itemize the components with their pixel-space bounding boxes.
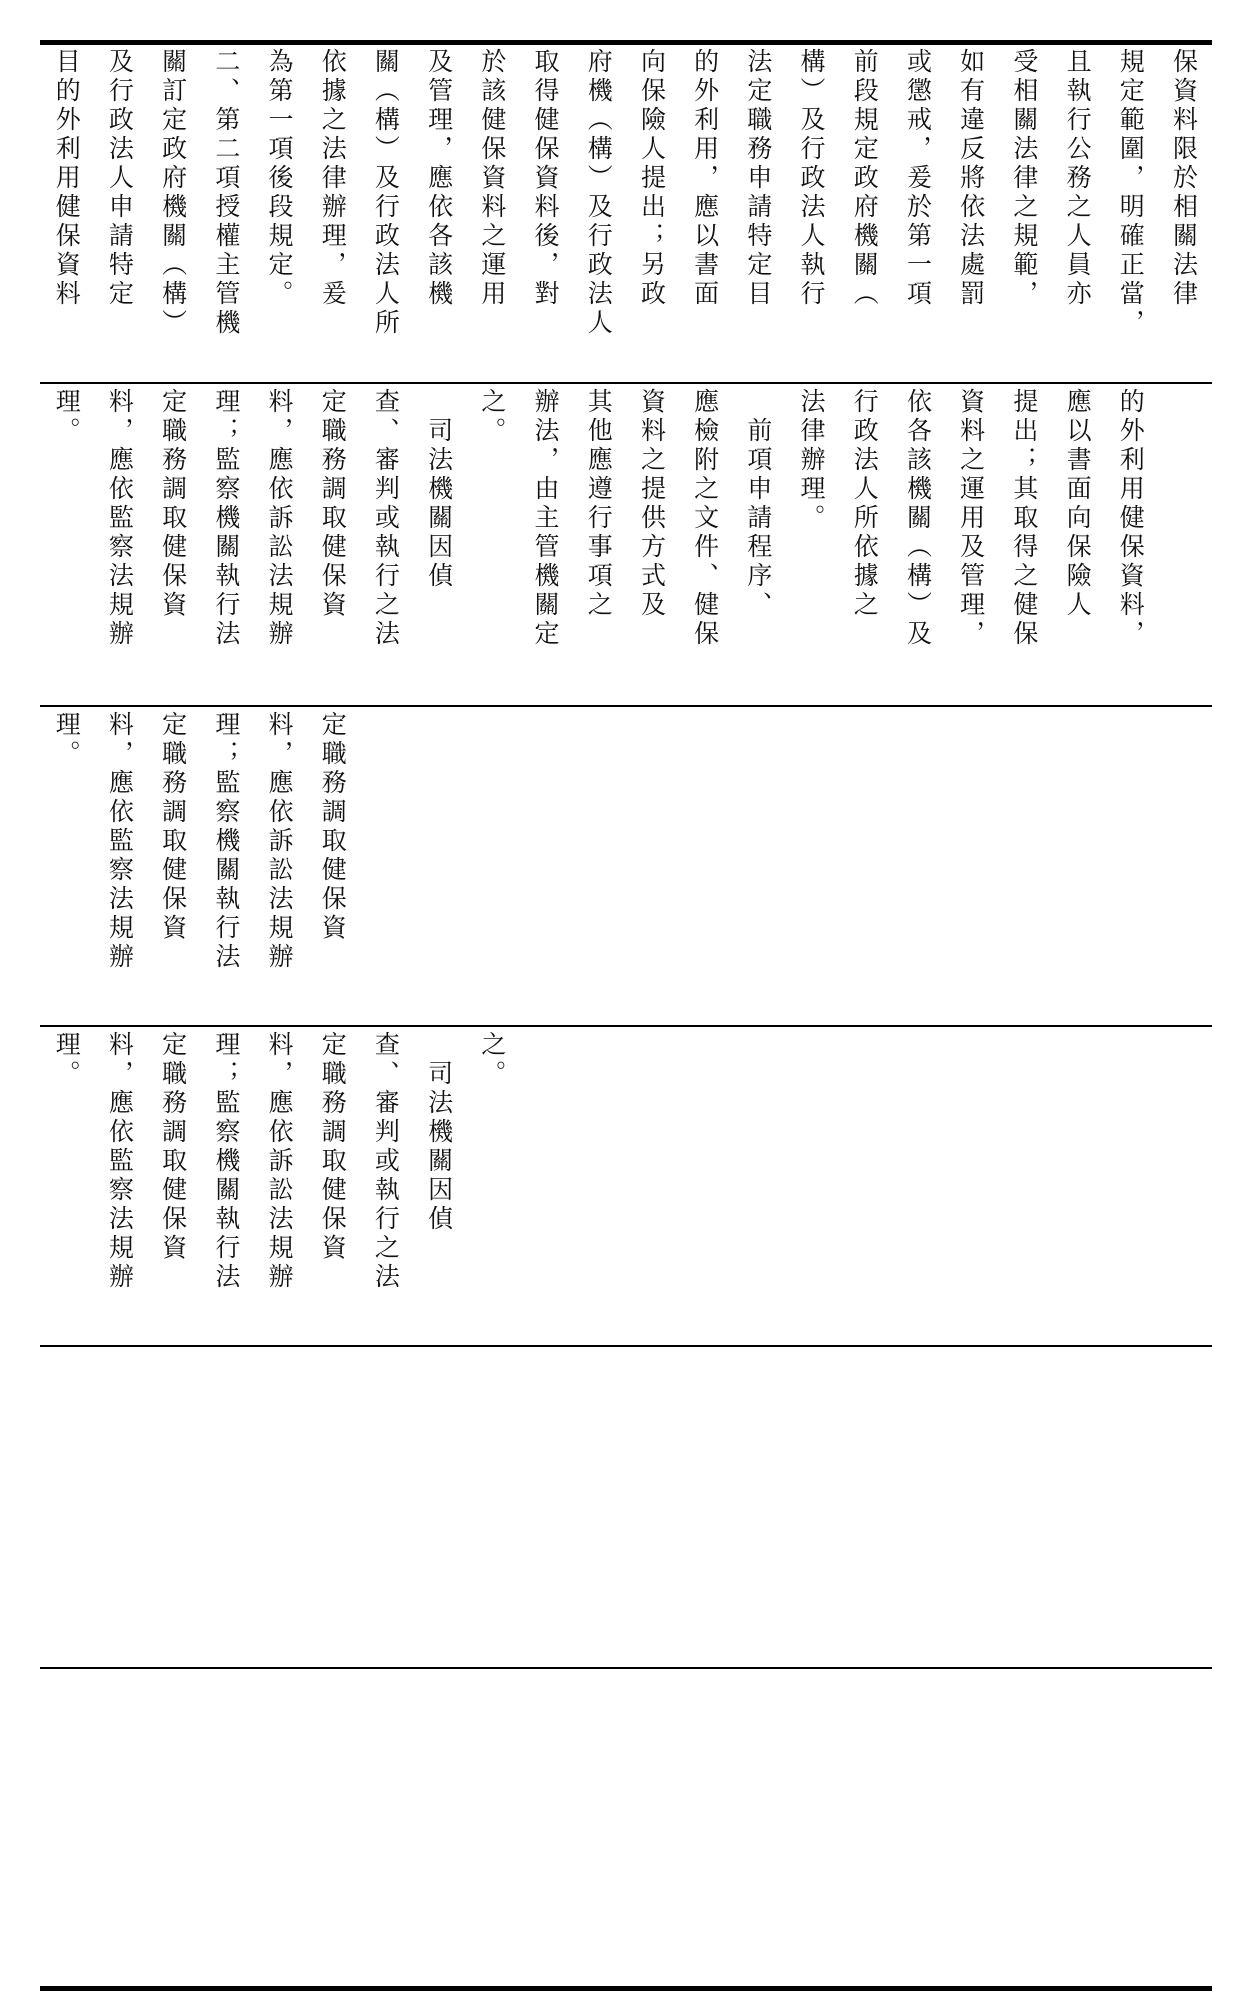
section-text: 的外利用健保資料， 應以書面向保險人 提出；其取得之健保 資料之運用及管理， 依各該機關（構）及 行政法人所依據之 法律辦理。 前項申請程序、 應檢附之文件、健保 資料之提供方式及 其他應遵行事項之 辦法，由主管機關定 之。 司法機關因偵 查、審判或執行之法 定職務調取健保資 料，應依訴訟法規辦 理；監察機關執行法 定職務調取健保資 料，應依監察法規辦 理。 <box>52 388 1146 649</box>
section-text: 定職務調取健保資 料，應依訴訟法規辦 理；監察機關執行法 定職務調取健保資 料，應依監察法規辦 理。 <box>52 711 348 972</box>
bottom-rule <box>40 1986 1212 1991</box>
section-text: 之。 司法機關因偵 查、審判或執行之法 定職務調取健保資 料，應依訴訟法規辦 理；監察機關執行法 定職務調取健保資 料，應依監察法規辦 理。 <box>52 1031 507 1292</box>
section-text: 保資料限於相關法律 規定範圍，明確正當， 且執行公務之人員亦 受相關法律之規範， 如有違反將依法處罰 或懲戒，爰於第一項 前段規定政府機關（ 構）及行政法人執行 法定職務申請特定目 的外利用，應以書面 向保險人提出；另政 府機（構）及行政法人 取得健保資料後，對 於該健保資料之運用 及管理，應依各該機 關（構）及行政法人所 依據之法律辦理，爰 為第一項後段規定。 二、第二項授權主管機 關訂定政府機關（構） 及行政法人申請特定 目的外利用健保資料 <box>52 48 1199 338</box>
section-draft-a <box>40 711 1212 1021</box>
top-rule <box>40 40 1212 45</box>
section-explanation <box>40 48 1212 378</box>
section-amended-text <box>40 388 1212 702</box>
section-empty-a <box>40 1351 1212 1665</box>
section-divider <box>40 1025 1212 1027</box>
section-divider <box>40 382 1212 384</box>
section-draft-b <box>40 1031 1212 1341</box>
section-empty-b <box>40 1673 1212 1983</box>
section-divider <box>40 705 1212 707</box>
section-divider <box>40 1345 1212 1347</box>
section-divider <box>40 1667 1212 1669</box>
